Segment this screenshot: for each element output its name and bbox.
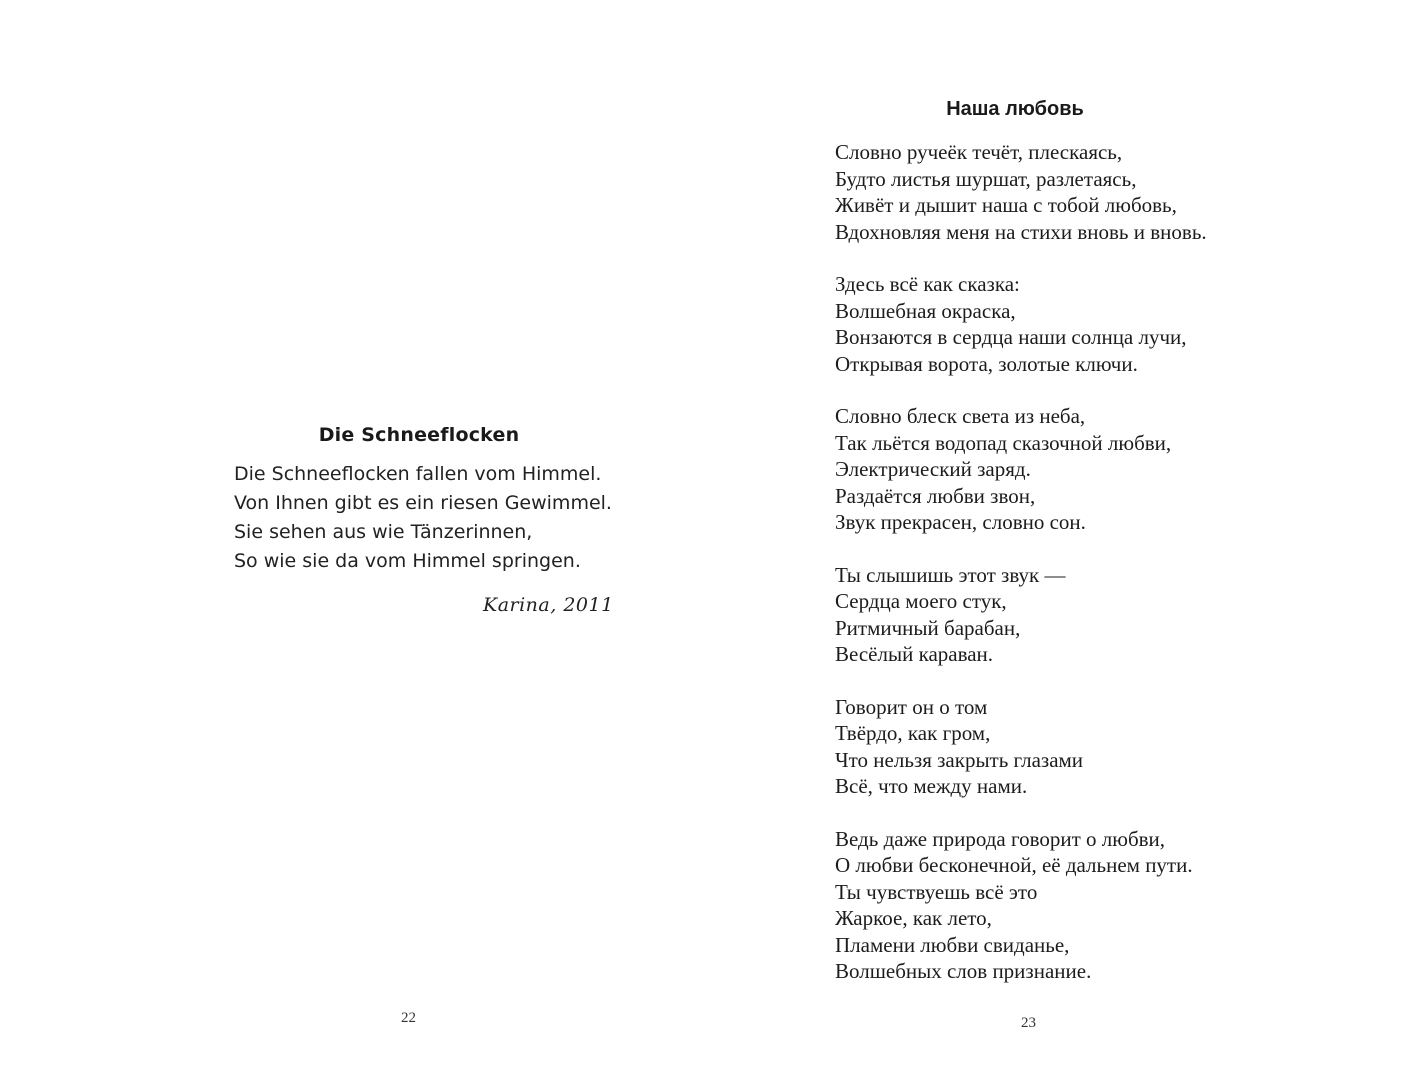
poem-line: Жаркое, как лето, bbox=[835, 906, 992, 930]
poem-line: Вдохновляя меня на стихи вновь и вновь. bbox=[835, 219, 1207, 244]
poem-line: Твёрдо, как гром, bbox=[835, 721, 991, 745]
poem-line: Живёт и дышит наша с тобой любовь, bbox=[835, 193, 1177, 217]
poem-line: Звук прекрасен, словно сон. bbox=[835, 510, 1086, 534]
poem-line: Вонзаются в сердца наши солнца лучи, bbox=[835, 325, 1187, 349]
stanza bbox=[835, 826, 1375, 985]
stanza bbox=[835, 403, 1375, 536]
poem-line: Пламени любви свиданье, bbox=[835, 932, 1070, 957]
poem-line: Что нельзя закрыть глазами bbox=[835, 747, 1084, 772]
poem-line: Ты слышишь этот звук — bbox=[835, 562, 1066, 587]
poem-title: Die Schneeflocken bbox=[318, 424, 520, 446]
poem-line: Словно ручеёк течёт, плескаясь, bbox=[835, 140, 1123, 164]
poem-line: О любви бесконечной, её дальнем пути. bbox=[835, 853, 1193, 877]
poem-line: Открывая ворота, золотые ключи. bbox=[835, 351, 1138, 376]
poem-line: So wie sie da vom Himmel springen. bbox=[234, 550, 581, 572]
right-page bbox=[705, 0, 1411, 1080]
poem-line: Ты чувствуешь всё это bbox=[835, 879, 1038, 904]
poem-line: Сердца моего стук, bbox=[835, 589, 1007, 613]
left-page bbox=[0, 0, 705, 1080]
poem-line: Von Ihnen gibt es ein riesen Gewimmel. bbox=[234, 492, 612, 514]
page-number: 22 bbox=[401, 1010, 416, 1026]
stanza bbox=[835, 271, 1375, 377]
poem-line: Здесь всё как сказка: bbox=[835, 272, 1020, 296]
poem-line: Ритмичный барабан, bbox=[835, 615, 1021, 640]
poem-line: Ведь даже природа говорит о любви, bbox=[835, 826, 1166, 851]
poem-line: Электрический заряд. bbox=[835, 457, 1031, 481]
poem-line: Волшебная окраска, bbox=[835, 298, 1016, 323]
poem-line: Die Schneeflocken fallen vom Himmel. bbox=[234, 463, 602, 485]
poem-line: Раздаётся любви звон, bbox=[835, 483, 1036, 508]
poem-line: Весёлый караван. bbox=[835, 642, 994, 666]
german-poem bbox=[234, 424, 614, 576]
poem-line: Волшебных слов признание. bbox=[835, 959, 1092, 983]
poem-line: Всё, что между нами. bbox=[835, 774, 1028, 798]
stanza bbox=[835, 694, 1375, 800]
stanza bbox=[835, 562, 1375, 668]
poem-line: Говорит он о том bbox=[835, 694, 988, 719]
stanza bbox=[835, 139, 1375, 245]
russian-poem bbox=[835, 98, 1375, 1011]
poem-line: Словно блеск света из неба, bbox=[835, 404, 1086, 428]
poem-line: Sie sehen aus wie Tänzerinnen, bbox=[234, 521, 533, 543]
poem-line: Будто листья шуршат, разлетаясь, bbox=[835, 166, 1137, 191]
poem-title: Наша любовь bbox=[946, 98, 1084, 120]
poem-line: Так льётся водопад сказочной любви, bbox=[835, 430, 1172, 455]
poem-signature: Karina, 2011 bbox=[483, 594, 614, 616]
page-number: 23 bbox=[1021, 1015, 1036, 1031]
